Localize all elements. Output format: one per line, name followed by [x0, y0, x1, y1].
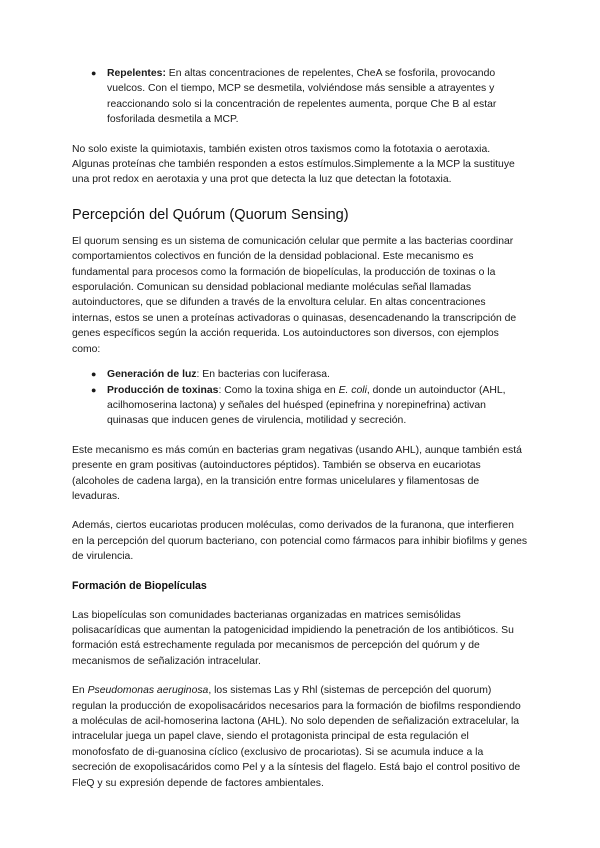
term-luz: Generación de luz	[107, 369, 197, 381]
paragraph-gram: Este mecanismo es más común en bacterias gram negativas (usando AHL), aunque también está presente en gram positivas (autoinductores péptidos). También se observa en eucariotas (alcoholes de cadena larga), en la transición entre formas unicelulares y filamentosas de levaduras.	[72, 444, 522, 502]
heading-quorum-sensing: Percepción del Quórum (Quorum Sensing)	[72, 206, 349, 223]
species-ecoli: E. coli	[338, 384, 367, 396]
term-repelentes: Repelentes:	[107, 68, 166, 79]
paragraph-pseudomonas	[72, 683, 528, 791]
text-pseudo-lead: En	[72, 685, 88, 697]
paragraph-biopeliculas: Las biopelículas son comunidades bacterianas organizadas en matrices semisólidas polisacarídicas que aumentan la patogenicidad impidiendo la penetración de los antibióticos. Su formación está estrechamente regulada por mecanismos de percepción del quórum y de mecanismos de señalización intracelular.	[72, 609, 514, 667]
paragraph-eucariotas: Además, ciertos eucariotas producen moléculas, como derivados de la furanona, que interfieren en la percepción del quorum bacteriano, con potencial como fármacos para inhibir biofilms y genes de virulencia.	[72, 520, 528, 563]
text-toxinas-a: : Como la toxina shiga en	[218, 384, 339, 396]
heading-biopeliculas: Formación de Biopelículas	[72, 579, 207, 592]
text-luz: : En bacterias con luciferasa.	[196, 369, 330, 381]
text-pseudo-body: , los sistemas Las y Rhl (sistemas de percepción del quorum) regulan la producción de exopolisacáridos necesarios para la formación de biofilms respondiendo a moléculas de acil-homoserina lactona (AHL). No solo dependen de señalización extracelular, la intracelular juega un papel clave, siendo el protagonista principal de esta regulación el monofosfato de di-guanosina cíclico (exclusivo de procariotas). Si se acumula induce a la secreción de exopolisacáridos como Pel y a la síntesis del flagelo. Está bajo el control positivo de FleQ y su expresión depende de factores ambientales.	[72, 685, 521, 789]
autoinductores-list	[72, 367, 528, 429]
text-toxinas-b: , donde un autoinductor (AHL, acilhomoserina lactona) y señales del huésped (epinefrina y norepinefrina) activan quinasas que inducen genes de virulencia, motilidad y secreción.	[107, 384, 506, 427]
bullet-icon: ●	[91, 68, 97, 78]
document-page	[72, 66, 528, 791]
list-item	[72, 383, 528, 429]
species-pseudomonas: Pseudomonas aeruginosa	[87, 685, 209, 697]
paragraph-quorum: El quorum sensing es un sistema de comunicación celular que permite a las bacterias coordinar comportamientos colectivos en función de la densidad poblacional. Este mecanismo es fundamental para procesos como la formación de biopelículas, la producción de toxinas o la esporulación. Comunican su densidad poblacional mediante moléculas señal llamadas autoinductores, que se difunden a través de la envoltura celular. En altas concentraciones internas, estos se unen a proteínas activadoras o quinasas, desencadenando la transcripción de genes específicos según la acción requerida. Los autoinductores son diversos, con ejemplos como:	[72, 235, 517, 355]
term-toxinas: Producción de toxinas	[107, 384, 219, 396]
list-item	[72, 367, 528, 382]
list-item	[72, 66, 528, 128]
repelentes-list	[72, 66, 528, 128]
paragraph-taxismos: No solo existe la quimiotaxis, también existen otros taxismos como la fototaxia o aerotaxia. Algunas proteínas che también responden a estos estímulos.Simplemente a la MCP la sustituye una prot redox en aerotaxia y una prot que detecta la luz que detectan la fototaxia.	[72, 143, 515, 186]
text-repelentes: En altas concentraciones de repelentes, CheA se fosforila, provocando vuelcos. Con el tiempo, MCP se desmetila, volviéndose más sensible a atrayentes y reaccionando solo si la concentración de repelentes aumenta, porque Che B al estar fosforilada desmetila a MCP.	[107, 68, 497, 126]
bullet-icon: ●	[91, 369, 97, 380]
bullet-icon: ●	[91, 384, 97, 395]
